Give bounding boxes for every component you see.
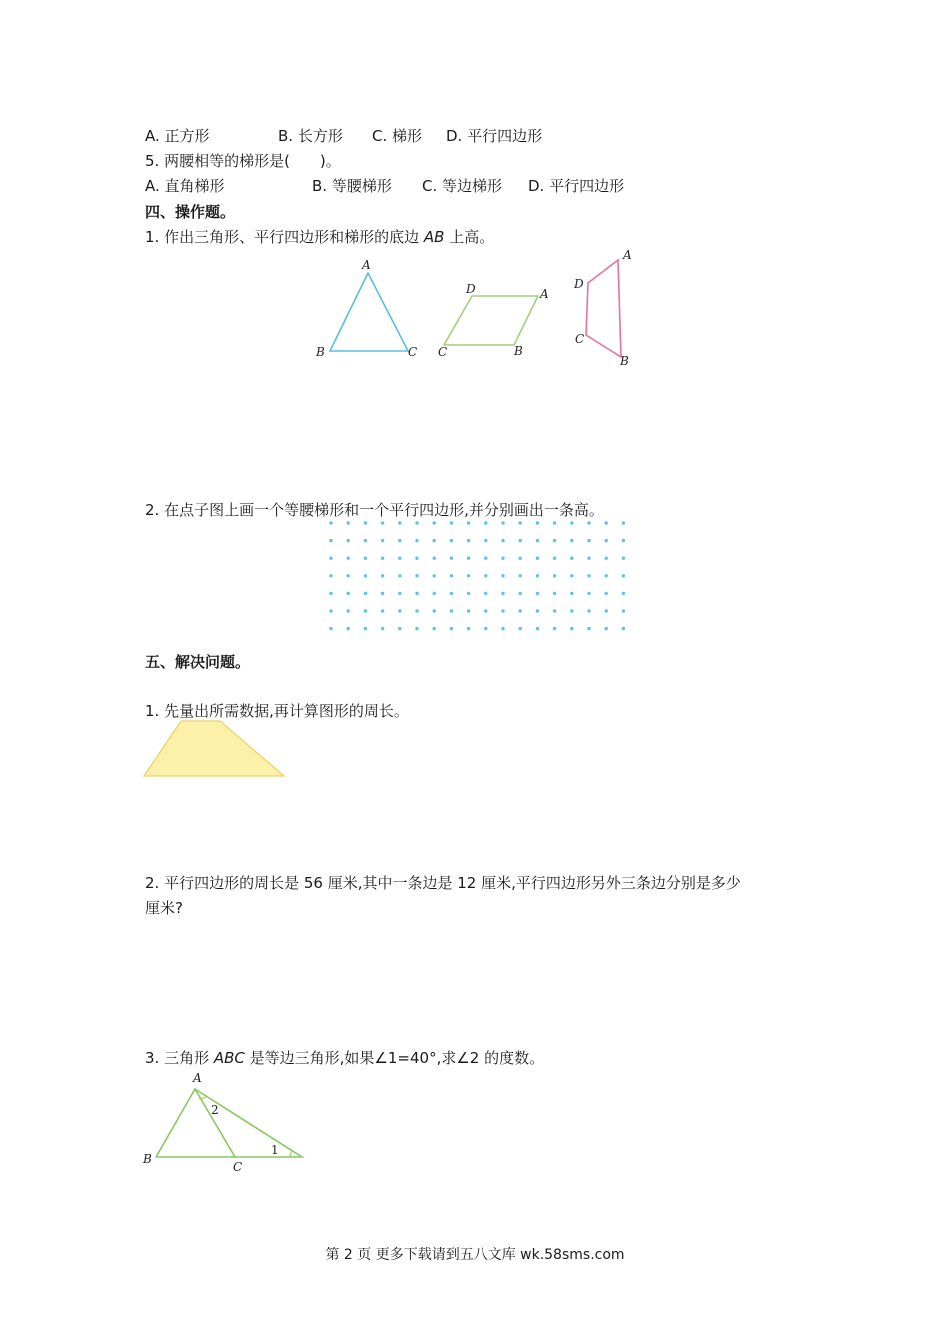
grid-dot [501,557,504,560]
triangle-label-c: C [408,345,418,359]
grid-dot [553,557,556,560]
section4-q1 [145,227,494,247]
grid-dot [553,539,556,542]
angle1-arc [290,1151,292,1157]
grid-dot [347,539,350,542]
grid-dot [433,592,436,595]
q4-option-a: A. 正方形 [145,127,210,145]
grid-dot [519,574,522,577]
section5-q3-suffix: 是等边三角形,如果∠1=40°,求∠2 的度数。 [244,1049,545,1067]
section4-q1-var: AB [423,228,445,246]
q5-option-d: D. 平行四边形 [528,177,625,195]
grid-dot [415,627,418,630]
grid-dot [467,557,470,560]
trapezoid-label-c: C [575,332,585,346]
grid-dot [415,592,418,595]
grid-dot [381,627,384,630]
grid-dot [381,609,384,612]
grid-dot [398,609,401,612]
figure-angle2-label: 2 [211,1103,219,1117]
section5-q3 [145,1048,544,1068]
grid-dot [587,592,590,595]
grid-dot [329,592,332,595]
grid-dot [622,539,625,542]
grid-dot [484,521,487,524]
grid-dot [450,557,453,560]
trapezoid-shape [586,260,621,357]
grid-dot [415,539,418,542]
grid-dot [570,592,573,595]
grid-dot [347,592,350,595]
grid-dot [329,574,332,577]
grid-dot [433,574,436,577]
grid-dot [467,539,470,542]
grid-dot [501,521,504,524]
grid-dot [450,574,453,577]
grid-dot [398,592,401,595]
triangle-label-b: B [316,345,325,359]
grid-dot [450,627,453,630]
grid-dot [364,627,367,630]
q4-option-c: C. 梯形 [372,127,423,145]
q5-option-c: C. 等边梯形 [422,177,503,195]
grid-dot [415,609,418,612]
grid-dot [622,592,625,595]
triangle-shape [330,273,408,351]
grid-dot [398,627,401,630]
grid-dot [587,539,590,542]
parallelogram-figure [432,282,557,362]
grid-dot [501,574,504,577]
grid-dot [536,539,539,542]
grid-dot [587,609,590,612]
grid-dot [433,627,436,630]
equilateral-triangle-shape [156,1089,235,1157]
grid-dot [347,574,350,577]
extended-triangle-shape [195,1089,302,1157]
grid-dot [415,521,418,524]
grid-dot [553,574,556,577]
grid-dot [364,574,367,577]
grid-dot [570,609,573,612]
trapezoid-label-a: A [623,248,632,262]
grid-dot [519,539,522,542]
grid-dot [398,539,401,542]
section5-q3-var: ABC [213,1049,245,1067]
grid-dot [587,574,590,577]
grid-dot [501,592,504,595]
grid-dot [364,539,367,542]
grid-dot [605,627,608,630]
section4-title: 四、操作题。 [145,203,236,221]
grid-dot [364,609,367,612]
grid-dot [501,627,504,630]
grid-dot [622,609,625,612]
grid-dot [553,521,556,524]
grid-dot [433,609,436,612]
grid-dot [467,521,470,524]
grid-dot [329,539,332,542]
grid-dot [536,521,539,524]
grid-dot [570,521,573,524]
grid-dot [484,592,487,595]
grid-dot [484,627,487,630]
grid-dot [519,557,522,560]
q5-option-b: B. 等腰梯形 [312,177,392,195]
grid-dot [381,557,384,560]
grid-dot [329,609,332,612]
parallelogram-label-c: C [438,345,448,359]
grid-dot [364,521,367,524]
parallelogram-shape [444,296,538,345]
grid-dot [519,627,522,630]
grid-dot [501,539,504,542]
triangle-figure [310,255,420,365]
grid-dot [519,592,522,595]
grid-dot [536,574,539,577]
section4-q2: 2. 在点子图上画一个等腰梯形和一个平行四边形,并分别画出一条高。 [145,501,604,519]
grid-dot [622,521,625,524]
grid-dot [381,521,384,524]
grid-dot [484,609,487,612]
grid-dot [605,592,608,595]
grid-dot [450,592,453,595]
grid-dot [450,609,453,612]
grid-dot [398,557,401,560]
section5-q2-line2: 厘米? [145,899,183,917]
triangle-label-a: A [362,258,371,272]
q4-option-b: B. 长方形 [278,127,343,145]
grid-dot [622,574,625,577]
grid-dot [484,539,487,542]
parallelogram-label-a: A [540,287,549,301]
parallelogram-label-d: D [466,282,476,296]
grid-dot [587,521,590,524]
grid-dot [415,557,418,560]
grid-dot [570,539,573,542]
grid-dot [605,557,608,560]
grid-dot [553,592,556,595]
grid-dot [553,609,556,612]
figure-angle1-label: 1 [271,1143,279,1157]
page-footer: 第 2 页 更多下载请到五八文库 wk.58sms.com [325,1247,625,1263]
figure-label-c: C [233,1160,243,1174]
grid-dot [622,557,625,560]
grid-dot [347,557,350,560]
section5-q3-prefix: 3. 三角形 [145,1049,214,1067]
grid-dot [467,574,470,577]
grid-dot [467,592,470,595]
grid-dot [501,609,504,612]
angle-triangle-figure [140,1068,315,1178]
grid-dot [553,627,556,630]
grid-dot [329,557,332,560]
figure-label-a: A [193,1071,202,1085]
section5-q2-line1: 2. 平行四边形的周长是 56 厘米,其中一条边是 12 厘米,平行四边形另外三条边分别是多少 [145,874,741,892]
grid-dot [329,521,332,524]
grid-dot [381,574,384,577]
grid-dot [398,521,401,524]
grid-dot [381,539,384,542]
grid-dot [450,521,453,524]
grid-dot [536,609,539,612]
grid-dot [347,627,350,630]
grid-dot [433,521,436,524]
section4-q1-prefix: 1. 作出三角形、平行四边形和梯形的底边 [145,228,424,246]
grid-dot [605,521,608,524]
grid-dot [433,539,436,542]
parallelogram-label-b: B [514,344,523,358]
trapezoid-label-b: B [620,354,629,368]
grid-dot [347,521,350,524]
trapezoid-label-d: D [574,277,584,291]
grid-dot [381,592,384,595]
grid-dot [519,521,522,524]
grid-dot [364,592,367,595]
grid-dot [605,539,608,542]
grid-dot [364,557,367,560]
grid-dot [605,574,608,577]
grid-dot [329,627,332,630]
grid-dot [484,574,487,577]
grid-dot [433,557,436,560]
figure-label-b: B [143,1152,152,1166]
grid-dot [415,574,418,577]
grid-dot [467,627,470,630]
q5-option-a: A. 直角梯形 [145,177,225,195]
grid-dot [570,574,573,577]
grid-dot [467,609,470,612]
grid-dot [536,627,539,630]
yellow-trapezoid-figure [140,718,290,782]
trapezoid-figure [570,248,640,373]
section4-q1-suffix: 上高。 [444,228,495,246]
grid-dot [450,539,453,542]
grid-dot [587,557,590,560]
grid-dot [622,627,625,630]
grid-dot [536,557,539,560]
grid-dot [570,627,573,630]
dot-grid [322,517,632,637]
grid-dot [587,627,590,630]
grid-dot [605,609,608,612]
section5-title: 五、解决问题。 [145,653,251,671]
grid-dot [570,557,573,560]
grid-dot [519,609,522,612]
grid-dot [347,609,350,612]
grid-dot [484,557,487,560]
section5-q1: 1. 先量出所需数据,再计算图形的周长。 [145,702,409,720]
q4-option-d: D. 平行四边形 [446,127,543,145]
grid-dot [398,574,401,577]
q5-text: 5. 两腰相等的梯形是( )。 [145,152,341,170]
grid-dot [536,592,539,595]
yellow-trapezoid-shape [144,721,284,776]
